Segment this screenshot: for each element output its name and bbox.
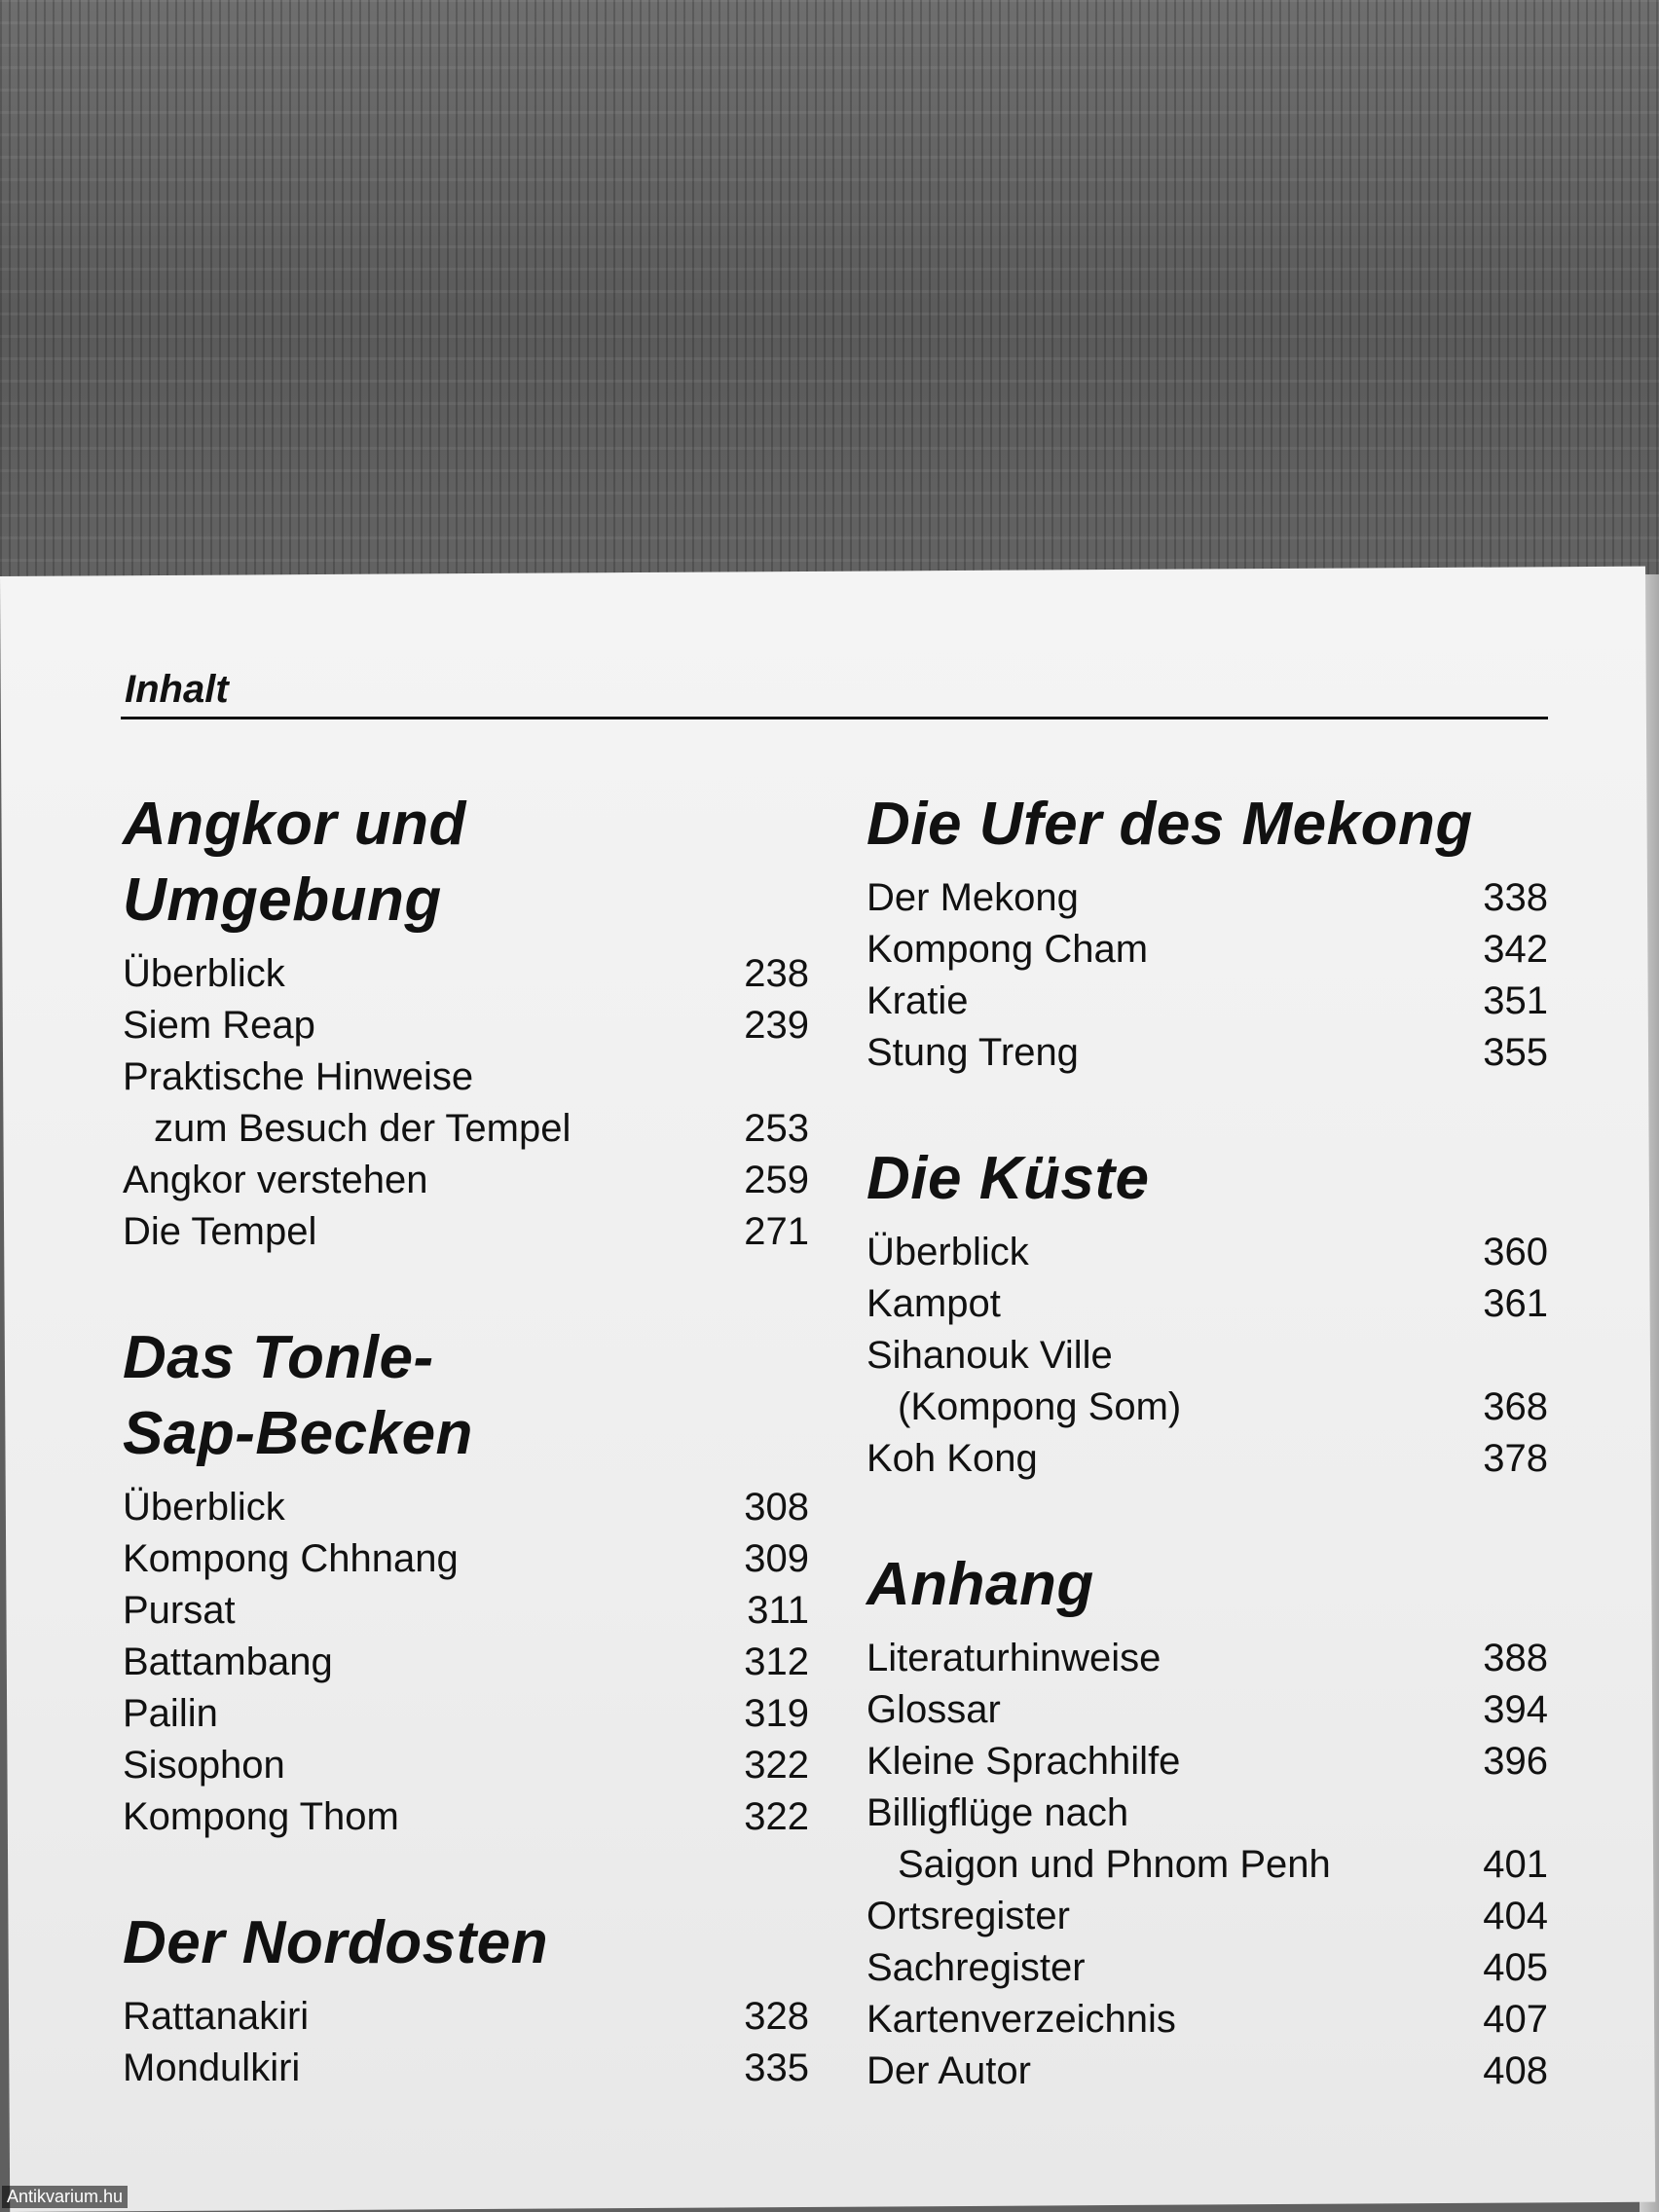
toc-entry-page-number: 259 bbox=[744, 1159, 809, 1201]
section-heading-line: Das Tonle- bbox=[123, 1324, 434, 1391]
toc-entry-page-number: 328 bbox=[744, 1995, 809, 2038]
section-heading-line: Der Nordosten bbox=[123, 1909, 549, 1976]
toc-entry-label-line: Billigflüge nach bbox=[866, 1791, 1129, 1834]
toc-entry-label bbox=[866, 1227, 1029, 1278]
toc-entry-label bbox=[866, 1942, 1086, 1994]
toc-entry-page-number: 253 bbox=[744, 1107, 809, 1150]
toc-entry-label-line: Kompong Thom bbox=[123, 1795, 399, 1838]
toc-entry-label-line: Praktische Hinweise bbox=[123, 1055, 474, 1098]
toc-entry-page-number: 319 bbox=[744, 1692, 809, 1735]
toc-section bbox=[866, 787, 1548, 1079]
toc-entry[interactable] bbox=[866, 872, 1548, 924]
toc-entry[interactable] bbox=[866, 1633, 1548, 1684]
toc-entry-label-line: Der Autor bbox=[866, 2049, 1031, 2092]
toc-entry-label-line: Der Mekong bbox=[866, 876, 1079, 919]
toc-entry-page-number: 360 bbox=[1483, 1231, 1548, 1273]
toc-entry-label-line: Überblick bbox=[123, 952, 285, 995]
section-heading bbox=[866, 787, 1548, 863]
toc-entry-label bbox=[866, 1433, 1038, 1485]
toc-column-right bbox=[866, 787, 1548, 2159]
section-heading-line: Angkor und bbox=[123, 791, 466, 858]
toc-entry-page-number: 308 bbox=[744, 1486, 809, 1529]
toc-entry[interactable] bbox=[123, 1051, 809, 1155]
toc-entry-label bbox=[866, 924, 1148, 976]
section-heading-line: Die Küste bbox=[866, 1145, 1150, 1212]
toc-entry[interactable] bbox=[866, 1891, 1548, 1942]
toc-entry-label bbox=[123, 1688, 218, 1740]
toc-section bbox=[866, 1547, 1548, 2097]
toc-entry-label bbox=[866, 1736, 1180, 1788]
toc-entry-page-number: 408 bbox=[1483, 2049, 1548, 2092]
toc-entry-page-number: 338 bbox=[1483, 876, 1548, 919]
toc-entry-page-number: 407 bbox=[1483, 1998, 1548, 2041]
toc-entry[interactable] bbox=[866, 976, 1548, 1027]
toc-entry-label-line: zum Besuch der Tempel bbox=[154, 1107, 571, 1150]
toc-entry-label-line: Kleine Sprachhilfe bbox=[866, 1740, 1181, 1783]
toc-entry-label bbox=[866, 1684, 1001, 1736]
toc-entry-label-line: Kratie bbox=[866, 979, 969, 1022]
toc-entry[interactable] bbox=[123, 1585, 809, 1637]
toc-entry-page-number: 378 bbox=[1483, 1437, 1548, 1480]
toc-entry[interactable] bbox=[866, 1994, 1548, 2046]
toc-entry-label-line: Mondulkiri bbox=[123, 2046, 301, 2089]
toc-entry-label bbox=[123, 1740, 285, 1791]
toc-entry-label-line: Sihanouk Ville bbox=[866, 1334, 1113, 1377]
toc-entry[interactable] bbox=[866, 1942, 1548, 1994]
toc-entry-label-line: Pailin bbox=[123, 1692, 218, 1735]
toc-entry[interactable] bbox=[123, 1482, 809, 1533]
toc-entry-label-line: Stung Treng bbox=[866, 1031, 1079, 1074]
toc-entry-page-number: 396 bbox=[1483, 1740, 1548, 1783]
toc-entry-label-line: Battambang bbox=[123, 1641, 333, 1683]
toc-entry-label-line: Sachregister bbox=[866, 1946, 1086, 1989]
toc-section bbox=[123, 1320, 809, 1843]
section-heading bbox=[866, 1547, 1548, 1623]
toc-entry-label-line: Überblick bbox=[866, 1231, 1029, 1273]
toc-entry[interactable] bbox=[123, 1000, 809, 1051]
section-heading-line: Sap-Becken bbox=[123, 1400, 473, 1467]
toc-entry-label-line: Kompong Chhnang bbox=[123, 1537, 459, 1580]
toc-entry-label bbox=[866, 1891, 1070, 1942]
toc-entry-label bbox=[866, 1278, 1001, 1330]
toc-section bbox=[866, 1141, 1548, 1485]
toc-entry-page-number: 394 bbox=[1483, 1688, 1548, 1731]
toc-entry-page-number: 335 bbox=[744, 2046, 809, 2089]
toc-entry-label bbox=[866, 1027, 1079, 1079]
toc-entry-page-number: 312 bbox=[744, 1641, 809, 1683]
toc-entry-page-number: 351 bbox=[1483, 979, 1548, 1022]
toc-entry-label-line: Überblick bbox=[123, 1486, 285, 1529]
toc-entry[interactable] bbox=[866, 1736, 1548, 1788]
toc-entry-label bbox=[123, 1585, 236, 1637]
toc-entry-label bbox=[123, 1991, 309, 2043]
section-heading-line: Die Ufer des Mekong bbox=[866, 791, 1473, 858]
toc-entry-label bbox=[123, 2043, 300, 2094]
toc-entry[interactable] bbox=[123, 1740, 809, 1791]
toc-entry-label-line: Ortsregister bbox=[866, 1895, 1070, 1937]
toc-entry[interactable] bbox=[866, 924, 1548, 976]
toc-entry-page-number: 311 bbox=[747, 1589, 809, 1632]
toc-entry-page-number: 238 bbox=[744, 952, 809, 995]
toc-entry-page-number: 271 bbox=[744, 1210, 809, 1253]
toc-entry-label-line: Pursat bbox=[123, 1589, 236, 1632]
toc-entry[interactable] bbox=[123, 2043, 809, 2094]
toc-entry-page-number: 355 bbox=[1483, 1031, 1548, 1074]
toc-entry[interactable] bbox=[866, 1278, 1548, 1330]
toc-entry[interactable] bbox=[123, 1206, 809, 1258]
toc-entry-label bbox=[866, 2046, 1031, 2097]
toc-entry[interactable] bbox=[866, 1330, 1548, 1433]
toc-entry-label-line: Siem Reap bbox=[123, 1004, 315, 1047]
toc-entry[interactable] bbox=[123, 1791, 809, 1843]
toc-section bbox=[123, 787, 809, 1258]
toc-entry-page-number: 404 bbox=[1483, 1895, 1548, 1937]
section-heading-line: Umgebung bbox=[123, 866, 442, 934]
toc-entry[interactable] bbox=[123, 1637, 809, 1688]
toc-entry-page-number: 309 bbox=[744, 1537, 809, 1580]
toc-entry-label bbox=[123, 1000, 315, 1051]
toc-entry-label-line: Rattanakiri bbox=[123, 1995, 310, 2038]
toc-entry-label-line: Koh Kong bbox=[866, 1437, 1038, 1480]
toc-entry-label bbox=[123, 1155, 428, 1206]
page-title: Inhalt bbox=[125, 668, 229, 711]
toc-entry-page-number: 368 bbox=[1483, 1385, 1548, 1428]
toc-entry-label bbox=[866, 872, 1079, 924]
toc-entry-label-line: Die Tempel bbox=[123, 1210, 317, 1253]
toc-entry[interactable] bbox=[123, 1533, 809, 1585]
toc-entry-label bbox=[866, 1788, 1331, 1891]
toc-entry-label bbox=[123, 1533, 459, 1585]
toc-entry-page-number: 361 bbox=[1483, 1282, 1548, 1325]
section-heading bbox=[123, 1905, 809, 1981]
toc-entry-label-line: Angkor verstehen bbox=[123, 1159, 428, 1201]
toc-entry-label bbox=[866, 1633, 1161, 1684]
toc-entry-label bbox=[123, 1637, 333, 1688]
toc-entry-label bbox=[123, 948, 285, 1000]
page-header bbox=[121, 662, 1548, 719]
toc-entry-label bbox=[123, 1206, 316, 1258]
toc-entry-page-number: 239 bbox=[744, 1004, 809, 1047]
toc-entry-page-number: 401 bbox=[1483, 1843, 1548, 1886]
toc-entry-label bbox=[123, 1482, 285, 1533]
toc-entry-label-line: Glossar bbox=[866, 1688, 1001, 1731]
toc-entry-label-line: Kompong Cham bbox=[866, 928, 1149, 971]
watermark: Antikvarium.hu bbox=[2, 2186, 128, 2208]
toc-column-left bbox=[123, 787, 809, 2157]
toc-entry-label-line: Kampot bbox=[866, 1282, 1001, 1325]
toc-entry-page-number: 322 bbox=[744, 1795, 809, 1838]
toc-entry[interactable] bbox=[866, 1684, 1548, 1736]
section-heading bbox=[866, 1141, 1548, 1217]
toc-entry-label-line: Kartenverzeichnis bbox=[866, 1998, 1176, 2041]
toc-entry-label bbox=[866, 1330, 1181, 1433]
toc-entry[interactable] bbox=[866, 1433, 1548, 1485]
section-heading bbox=[123, 787, 809, 939]
toc-entry[interactable] bbox=[866, 1788, 1548, 1891]
toc-entry-label bbox=[123, 1051, 571, 1155]
section-heading bbox=[123, 1320, 809, 1472]
toc-entry[interactable] bbox=[866, 1227, 1548, 1278]
toc-entry-label-line: Sisophon bbox=[123, 1744, 285, 1787]
toc-entry[interactable] bbox=[123, 1688, 809, 1740]
table-surface-background bbox=[0, 0, 1659, 584]
toc-entry-page-number: 405 bbox=[1483, 1946, 1548, 1989]
toc-entry-label bbox=[123, 1791, 399, 1843]
toc-entry-label-line: (Kompong Som) bbox=[898, 1385, 1182, 1428]
toc-entry-page-number: 388 bbox=[1483, 1637, 1548, 1679]
toc-entry[interactable] bbox=[866, 1027, 1548, 1079]
toc-section bbox=[123, 1905, 809, 2094]
toc-entry[interactable] bbox=[123, 948, 809, 1000]
toc-entry-label bbox=[866, 1994, 1176, 2046]
toc-entry-page-number: 342 bbox=[1483, 928, 1548, 971]
toc-entry[interactable] bbox=[123, 1155, 809, 1206]
toc-entry[interactable] bbox=[866, 2046, 1548, 2097]
toc-entry-label bbox=[866, 976, 969, 1027]
toc-entry-label-line: Saigon und Phnom Penh bbox=[898, 1843, 1331, 1886]
toc-entry-page-number: 322 bbox=[744, 1744, 809, 1787]
section-heading-line: Anhang bbox=[866, 1551, 1094, 1618]
toc-entry[interactable] bbox=[123, 1991, 809, 2043]
toc-entry-label-line: Literaturhinweise bbox=[866, 1637, 1161, 1679]
